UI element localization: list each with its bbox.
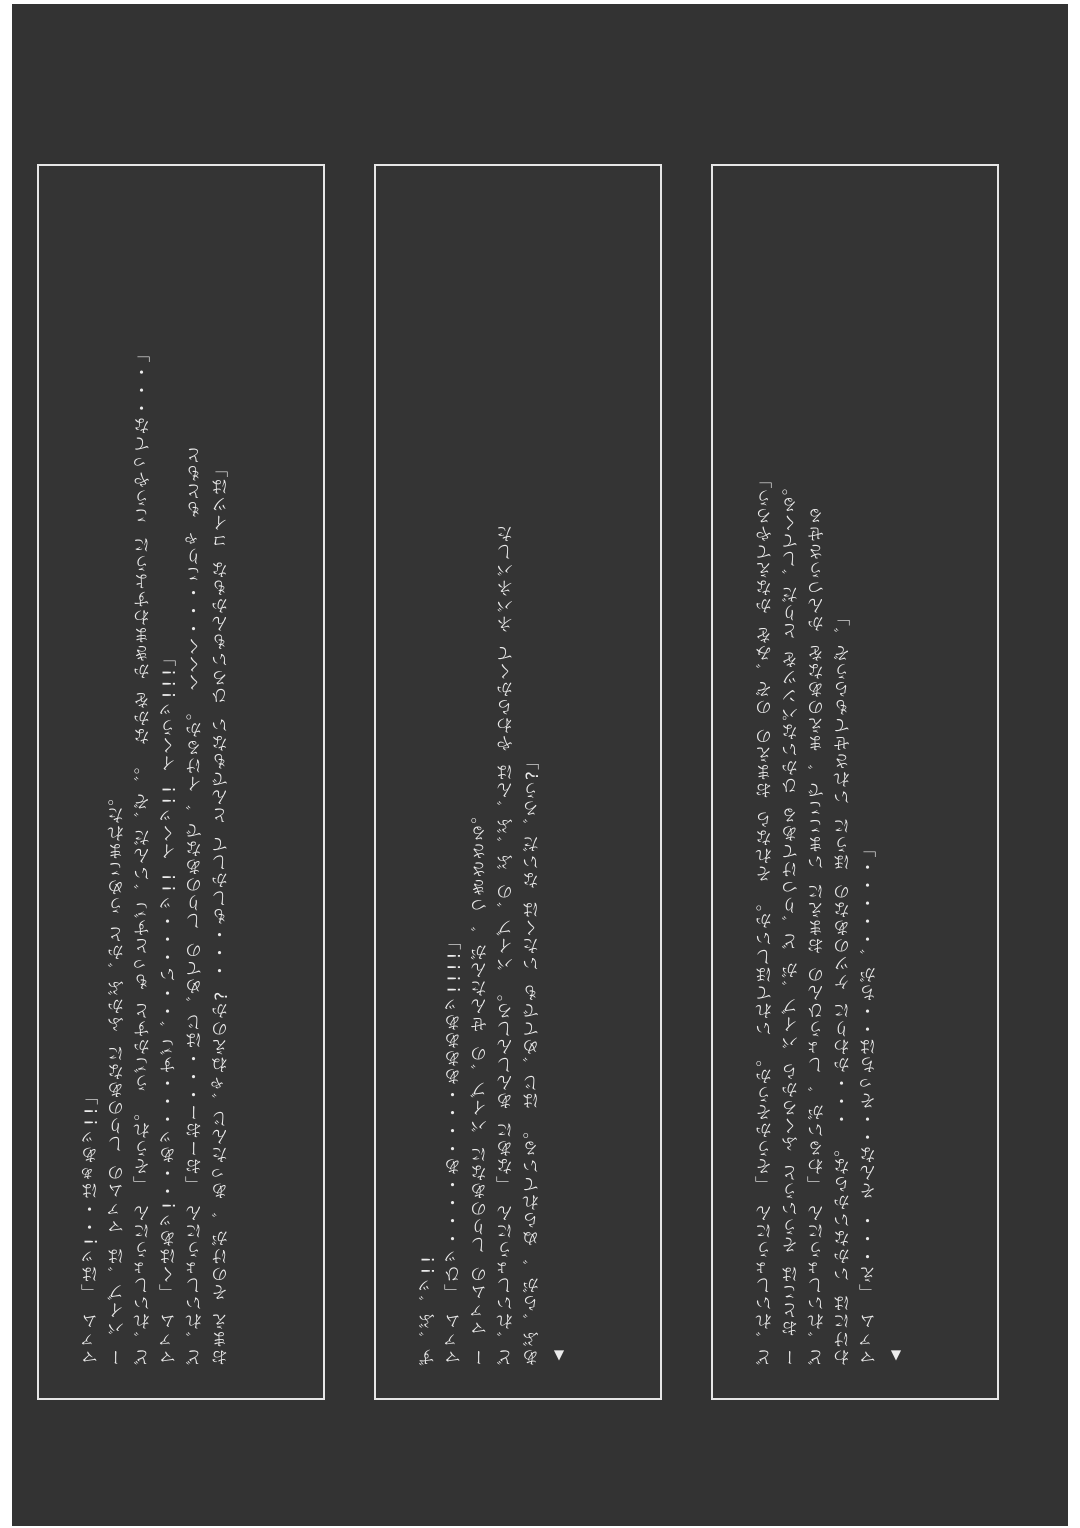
dialog-line: ず゛ぶ゛ッ!! (419, 1253, 439, 1366)
dialog-box-2[interactable] (374, 164, 662, 1400)
dialog-box-1[interactable] (711, 164, 999, 1400)
dialog-line: おまえ そのけが゛ あったんじ゛ゃねえのか? ・・・もしかして とんでもない ひろいもんかもな コイツは」 (212, 459, 232, 1366)
dialog-box-3[interactable] (37, 164, 325, 1400)
dialog-line: ど゛れいしょうにん 「わるいが゛ しょうひんの おまえに いまここで゛ まえのあなを かんつうさせる (808, 506, 828, 1366)
next-page-arrow-icon[interactable]: ▲ (549, 1345, 569, 1366)
dialog-line: マァム 「くはあッ!・・あッ・・・すご゛・・い・・・ッ!! イくッ!! イくうッ!!!」 (160, 648, 180, 1366)
dialog-line: ー マァムの しりのあなに バイブ゛の せんたんが゛ つきささる。 (471, 805, 491, 1366)
dialog-line: ー おとこは そういうと ふくろから バイブ゛が ど゛りつけてある ひかいなパンツを とりだ゛してくる。 (782, 477, 802, 1366)
dialog-line: ど゛れいしょうにん 「そうかそうか。 いれてほしいか。 それなら おまえの のぞ゛みを かなえてやろう」 (756, 470, 776, 1366)
dialog-line: マァム 「ひッ・・・・あ・・・・ああああッ!!!!」 (445, 931, 465, 1366)
dialog-text-1 (753, 206, 961, 1366)
dialog-line: マァム 「はッ!・・はぁあッ!!」 (82, 1087, 102, 1366)
dialog-line: ど゛れいしょうにん 「おーおー・・・はじ゛めての しりのあなで゛ イけるか。 くくく・・・こりゃ もともと (186, 445, 206, 1366)
dialog-line: ど゛れいしょうにん 「そうれ。 うごかすと もっとすご゛いんだ゛ぞ゛。 なかを かきまわすように こうやってな・・・」 (134, 344, 154, 1366)
dialog-line: あぶ゛らが゛ ぬられている。 はじ゛めてでも いたくは ないだ゛ろう?」 (523, 751, 543, 1366)
dialog-line: マァム 「え・・・ そんな・・そっちは・・ちが゛・・・・・」 (860, 839, 880, 1366)
dialog-line: ど゛れいしょうにん 「なあに あんしんしろ。 バイブ゛の ぶ゛ぶ゛んは やわらかくて ネバネバした (497, 524, 517, 1366)
dialog-line: ー バイブ゛は マァムの しりのあなに ふかぶ゛かと うめこまれた。 (108, 787, 128, 1366)
next-page-arrow-icon[interactable]: ▲ (886, 1345, 906, 1366)
dialog-text-2 (416, 206, 624, 1366)
game-screen (12, 4, 1068, 1526)
dialog-line: わけには いかないからな。 ・・・かわりに ケツのあなの ほうに いれさせてもらうぞ゛」 (834, 607, 854, 1366)
dialog-text-3 (79, 206, 287, 1366)
